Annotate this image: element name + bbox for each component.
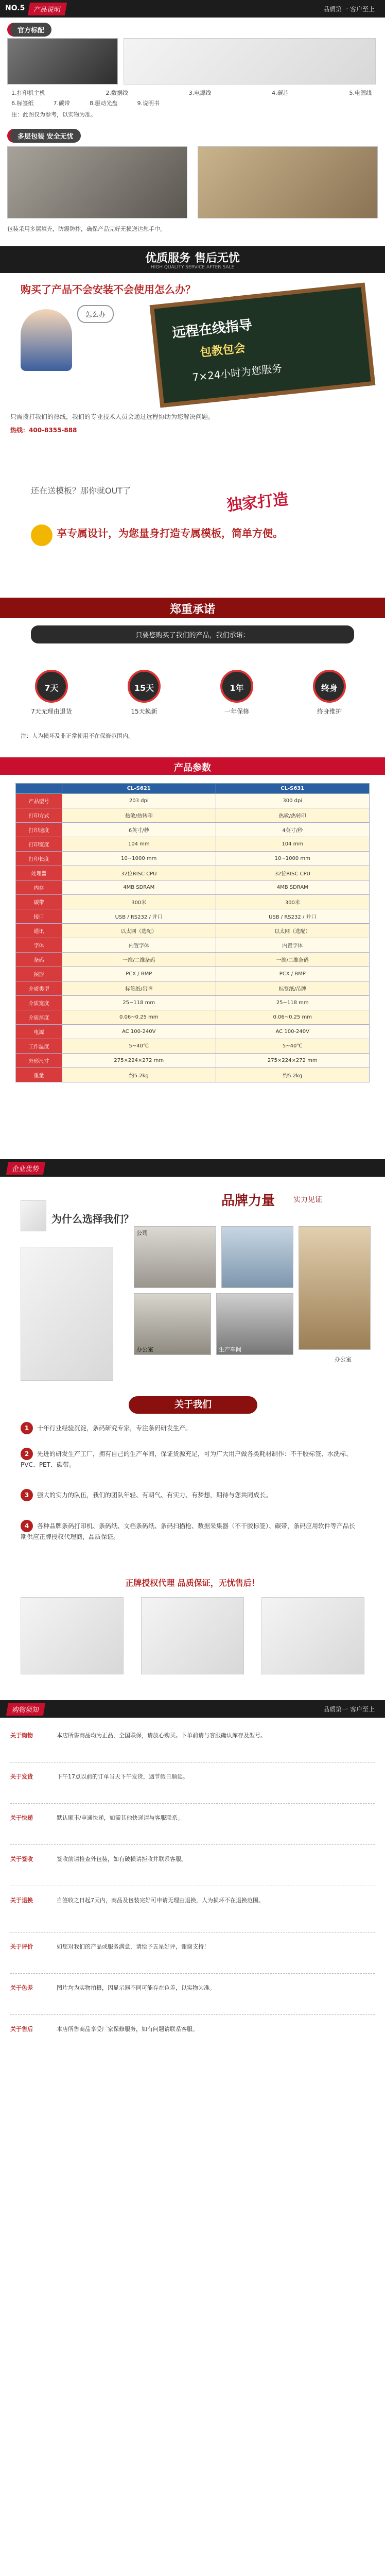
params-row	[16, 981, 370, 996]
board-line-1: 远程在线指导	[171, 317, 253, 342]
reason-3	[21, 1489, 360, 1501]
logo-wall-photo	[221, 1226, 293, 1288]
purchase-tag: 购物须知	[6, 1703, 45, 1716]
cert-3	[261, 1597, 364, 1674]
purchase-text: 本店所售商品均为正品，全国联保，请放心购买。下单前请与客服确认库存及型号。	[57, 1732, 266, 1739]
promise-badge: 终身	[313, 670, 346, 703]
reason-2	[21, 1448, 360, 1470]
params-row	[16, 1010, 370, 1025]
purchase-text: 本店所售商品享受厂家保修服务，如有问题请联系客服。	[57, 2026, 198, 2032]
reason-number: 2	[21, 1448, 33, 1460]
params-row	[16, 909, 370, 924]
param-name: 字体	[16, 938, 62, 953]
param-value: 275×224×272 mm	[62, 1054, 216, 1068]
purchase-heading: 关于发货	[10, 1773, 33, 1780]
promise-label: 一年保修	[224, 708, 249, 715]
promise-items	[21, 670, 360, 716]
purchase-heading: 关于色差	[10, 1985, 33, 1991]
params-row	[16, 938, 370, 953]
params-row	[16, 794, 370, 808]
params-head-blank	[16, 784, 62, 794]
accessory-3: 3.电源线	[188, 90, 212, 96]
promise-item	[113, 670, 175, 716]
printer-photo	[7, 38, 118, 84]
params-table	[15, 783, 370, 1082]
promise-item	[21, 670, 82, 716]
params-head-1: CL-S621	[62, 784, 216, 794]
param-value: 约5.2kg	[62, 1068, 216, 1082]
purchase-text: 签收前请检查外包装，如有破损请拒收并联系客服。	[57, 1856, 187, 1862]
param-value: 300米	[216, 895, 370, 909]
params-row	[16, 895, 370, 909]
accessory-8: 8.驱动光盘	[90, 100, 118, 107]
reason-number: 1	[21, 1422, 33, 1434]
params-row	[16, 837, 370, 852]
param-name: 介质宽度	[16, 996, 62, 1010]
certs-title: 正牌授权代理 品质保证，无忧售后！	[125, 1578, 260, 1588]
param-value: 内置字体	[216, 938, 370, 953]
param-value: 300米	[62, 895, 216, 909]
param-name: 介质类型	[16, 981, 62, 996]
param-value: PCX / BMP	[216, 967, 370, 981]
accessory-1: 1.打印机主机	[11, 90, 45, 96]
param-name: 外形尺寸	[16, 1054, 62, 1068]
reason-4	[21, 1520, 360, 1542]
param-value: 10~1000 mm	[62, 852, 216, 866]
reason-text: 十年行业经验沉淀，条码研究专家，专注条码研发生产。	[37, 1425, 192, 1432]
purchase-slogan: 品质第一 客户至上	[323, 1706, 375, 1713]
company-photo	[134, 1226, 216, 1288]
param-value: 32位RISC CPU	[62, 866, 216, 880]
packaging-title: 多层包装 安全无忧	[7, 129, 81, 143]
param-value: AC 100-240V	[216, 1025, 370, 1039]
standard-note: 注：此图仅为参考，以实物为准。	[11, 111, 96, 118]
purchase-item-7	[10, 1984, 375, 1993]
param-name: 打印速度	[16, 823, 62, 837]
divider	[10, 1973, 375, 1974]
param-value: USB / RS232 / 并口	[216, 909, 370, 924]
params-row	[16, 924, 370, 938]
purchase-item-8	[10, 2025, 375, 2035]
reason-text: 各种品牌条码打印机、条码纸、文档条码纸、条码扫描枪、数据采集器（不干胶标签）、碳带，条码应用软件等产品长期供应正牌授权代理商，品质保证。	[21, 1522, 356, 1540]
reason-1	[21, 1422, 360, 1434]
purchase-heading: 关于退换	[10, 1897, 33, 1904]
purchase-item-4	[10, 1855, 375, 1865]
service-detail-1: 只需拨打我们的热线，我们的专业技术人员会通过远程协助为您解决问题。	[10, 413, 215, 420]
about-us-title: 关于我们	[129, 1396, 257, 1414]
param-name: 通讯	[16, 924, 62, 938]
service-question: 购买了产品不会安装不会使用怎么办？	[21, 283, 196, 296]
purchase-text: 下午17点以前的订单当天下午发货，遇节假日顺延。	[57, 1773, 188, 1780]
reason-number: 4	[21, 1520, 33, 1532]
cartoon-person	[21, 309, 72, 371]
params-row	[16, 852, 370, 866]
reason-text: 强大的实力的队伍，我们的团队年轻、有朝气、有实力、有梦想，期待与您共同成长。	[37, 1492, 272, 1499]
packaging-text: 包装采用多层填充，防震防摔，确保产品完好无损送达您手中。	[7, 226, 166, 232]
section-header	[0, 0, 385, 18]
promise-title: 郑重承诺	[169, 603, 215, 616]
param-name: 重量	[16, 1068, 62, 1082]
param-value: 以太网（选配）	[62, 924, 216, 938]
param-name: 条码	[16, 953, 62, 967]
param-value: 热敏/热转印	[62, 808, 216, 823]
divider	[10, 2014, 375, 2015]
param-value: 4MB SDRAM	[62, 880, 216, 895]
company-label: 公司	[136, 1230, 148, 1236]
building-photo	[299, 1226, 371, 1350]
param-value: 4英寸/秒	[216, 823, 370, 837]
param-value: 203 dpi	[62, 794, 216, 808]
param-value: 300 dpi	[216, 794, 370, 808]
divider	[10, 1803, 375, 1804]
cert-1	[21, 1597, 124, 1674]
accessory-5: 5.电源线	[349, 90, 372, 96]
brand-subtitle: 实力见证	[293, 1196, 322, 1204]
param-value: 4MB SDRAM	[216, 880, 370, 895]
why-title: 为什么选择我们？	[51, 1213, 134, 1225]
purchase-item-1	[10, 1731, 375, 1741]
custom-title: 独家打造	[225, 490, 289, 515]
section-tag: 产品说明	[28, 3, 67, 15]
params-row	[16, 953, 370, 967]
accessory-2: 2.数据线	[106, 90, 128, 96]
param-name: 碳带	[16, 895, 62, 909]
param-value: 104 mm	[62, 837, 216, 852]
reason-text: 先进的研发生产工厂，拥有自己的生产车间，保证货源充足，可为广大用户做各类耗材制作：不干胶标签、水洗标、PVC、PET、碳带。	[21, 1450, 353, 1468]
board-line-2: 包教包会	[199, 342, 246, 360]
promise-subtitle: 只要您购买了我们的产品，我们承诺：	[31, 625, 354, 643]
accessories-photo	[124, 38, 376, 84]
promise-label: 7天无理由退货	[31, 708, 72, 715]
param-value: 0.06~0.25 mm	[62, 1010, 216, 1025]
params-head-2: CL-S631	[216, 784, 370, 794]
purchase-item-3	[10, 1814, 375, 1823]
params-row	[16, 996, 370, 1010]
purchase-text: 图片均为实物拍摄，因显示器不同可能存在色差，以实物为准。	[57, 1985, 215, 1991]
service-bubble: 怎么办	[77, 305, 114, 323]
param-name: 内存	[16, 880, 62, 895]
params-title: 产品参数	[174, 762, 211, 773]
slogan: 品质第一 客户至上	[323, 6, 375, 13]
packaging-photo-2	[198, 146, 378, 218]
accessory-labels	[11, 89, 372, 97]
accessory-labels-2	[11, 99, 372, 107]
accessory-4: 4.碳芯	[272, 90, 289, 96]
divider	[10, 1844, 375, 1845]
service-hotline: 热线：400-8355-888	[10, 427, 77, 434]
purchase-item-2	[10, 1772, 375, 1782]
purchase-header	[0, 1700, 385, 1718]
param-value: PCX / BMP	[62, 967, 216, 981]
params-row	[16, 1054, 370, 1068]
params-row	[16, 1025, 370, 1039]
purchase-heading: 关于售后	[10, 2026, 33, 2032]
param-value: 一维/二维条码	[62, 953, 216, 967]
param-value: 10~1000 mm	[216, 852, 370, 866]
param-value: 约5.2kg	[216, 1068, 370, 1082]
param-value: 25~118 mm	[62, 996, 216, 1010]
promise-note: 注：人为损坏及非正常使用不在保修范围内。	[21, 733, 134, 739]
purchase-text: 默认顺丰/申通快递，如需其他快递请与客服联系。	[57, 1815, 183, 1821]
purchase-text: 如您对我们的产品或服务满意，请给予五星好评，谢谢支持！	[57, 1943, 209, 1950]
purchase-heading: 关于签收	[10, 1856, 33, 1862]
param-value: 6英寸/秒	[62, 823, 216, 837]
packaging-photo-1	[7, 146, 187, 218]
custom-text: 享专属设计，为您量身打造专属模板，简单方便。	[57, 527, 283, 539]
param-name: 介质厚度	[16, 1010, 62, 1025]
accessory-9: 9.说明书	[137, 100, 160, 107]
params-row	[16, 1039, 370, 1054]
param-name: 打印长度	[16, 852, 62, 866]
accessory-6: 6.标签纸	[11, 100, 34, 107]
promise-badge: 7天	[35, 670, 68, 703]
param-name: 产品型号	[16, 794, 62, 808]
param-value: 标签纸/吊牌	[216, 981, 370, 996]
promise-label: 15天换新	[131, 708, 157, 715]
param-name: 电源	[16, 1025, 62, 1039]
office-label: 办公室	[136, 1346, 153, 1353]
workshop-label: 生产车间	[219, 1346, 241, 1353]
purchase-heading: 关于评价	[10, 1943, 33, 1950]
param-name: 接口	[16, 909, 62, 924]
param-value: 内置字体	[62, 938, 216, 953]
template-question: 还在送模板？那你就OUT了	[31, 486, 131, 496]
param-name: 工作温度	[16, 1039, 62, 1054]
office-photo	[134, 1293, 211, 1355]
about-header	[0, 1159, 385, 1177]
promise-label: 终身维护	[317, 708, 342, 715]
promise-item	[206, 670, 268, 716]
param-value: 5~40℃	[216, 1039, 370, 1054]
promise-badge: 1年	[220, 670, 253, 703]
purchase-heading: 关于快递	[10, 1815, 33, 1821]
params-row	[16, 967, 370, 981]
param-name: 图形	[16, 967, 62, 981]
param-value: 5~40℃	[62, 1039, 216, 1054]
promise-badge: 15天	[128, 670, 161, 703]
param-value: USB / RS232 / 并口	[62, 909, 216, 924]
param-value: AC 100-240V	[62, 1025, 216, 1039]
office-label-2: 办公室	[335, 1356, 352, 1363]
params-row	[16, 823, 370, 837]
param-value: 25~118 mm	[216, 996, 370, 1010]
param-name: 打印方式	[16, 808, 62, 823]
reason-number: 3	[21, 1489, 33, 1501]
param-value: 0.06~0.25 mm	[216, 1010, 370, 1025]
service-title: 优质服务 售后无忧	[145, 252, 240, 265]
param-value: 104 mm	[216, 837, 370, 852]
purchase-item-5	[10, 1896, 375, 1906]
param-name: 打印宽度	[16, 837, 62, 852]
divider	[10, 1932, 375, 1933]
params-row	[16, 866, 370, 880]
brand-title: 品牌力量	[221, 1193, 275, 1209]
service-subtitle: HIGH QUALITY SERVICE AFTER SALE	[150, 265, 235, 270]
promise-item	[299, 670, 360, 716]
chalkboard	[150, 283, 376, 408]
section-number: NO.5	[5, 4, 25, 12]
params-row	[16, 1068, 370, 1082]
board-line-3: 7×24小时为您服务	[191, 362, 283, 384]
about-tag: 企业优势	[6, 1162, 45, 1175]
param-value: 275×224×272 mm	[216, 1054, 370, 1068]
purchase-text: 自签收之日起7天内，商品及包装完好可申请无理由退换，人为损坏不在退换范围。	[57, 1897, 264, 1904]
params-row	[16, 880, 370, 895]
param-value: 以太网（选配）	[216, 924, 370, 938]
kids-image	[21, 1200, 46, 1231]
purchase-heading: 关于购物	[10, 1732, 33, 1739]
param-value: 32位RISC CPU	[216, 866, 370, 880]
workshop-photo	[216, 1293, 293, 1355]
accessory-7: 7.碳带	[53, 100, 70, 107]
purchase-item-6	[10, 1942, 375, 1952]
param-value: 标签纸/吊牌	[62, 981, 216, 996]
param-name: 处理器	[16, 866, 62, 880]
factory-photo	[21, 1247, 113, 1381]
param-value: 热敏/热转印	[216, 808, 370, 823]
cert-2	[141, 1597, 244, 1674]
standard-title: 官方标配	[7, 23, 51, 37]
param-value: 一维/二维条码	[216, 953, 370, 967]
params-row	[16, 808, 370, 823]
thumb-icon	[31, 524, 52, 546]
